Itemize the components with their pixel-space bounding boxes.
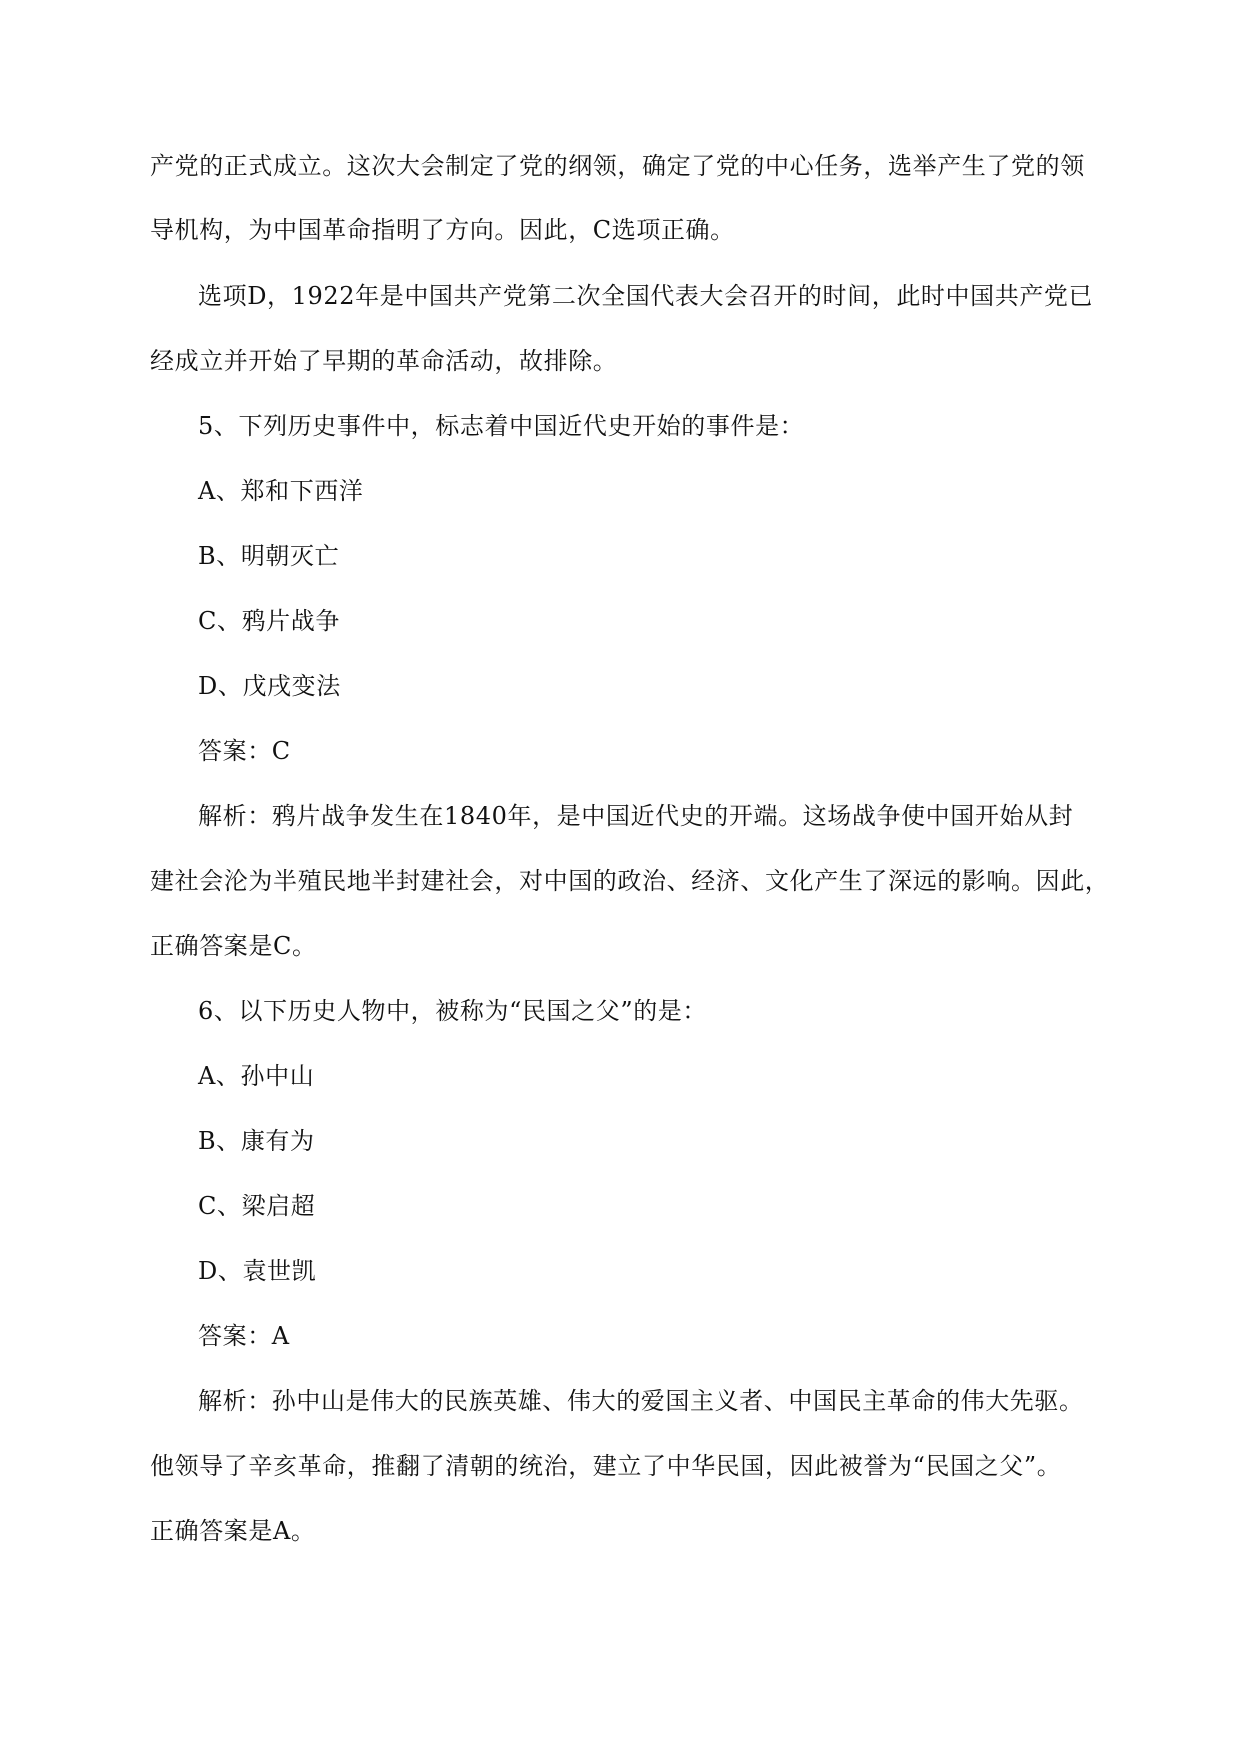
paragraph-line: 建社会沦为半殖民地半封建社会，对中国的政治、经济、文化产生了深远的影响。因此， — [150, 867, 1110, 895]
question-5-option-b: B、明朝灭亡 — [198, 542, 340, 570]
paragraph-line: 经成立并开始了早期的革命活动，故排除。 — [150, 347, 618, 375]
paragraph-line: 他领导了辛亥革命，推翻了清朝的统治，建立了中华民国，因此被誉为“民国之父”。 — [150, 1452, 1062, 1480]
paragraph-line: 正确答案是A。 — [150, 1517, 316, 1545]
paragraph-line: 产党的正式成立。这次大会制定了党的纲领，确定了党的中心任务，选举产生了党的领 — [150, 152, 1085, 180]
paragraph-line: 导机构，为中国革命指明了方向。因此，C选项正确。 — [150, 216, 735, 244]
question-5-title: 5、下列历史事件中，标志着中国近代史开始的事件是： — [198, 412, 805, 440]
question-6-option-d: D、袁世凯 — [198, 1257, 317, 1285]
question-6-analysis: 解析：孙中山是伟大的民族英雄、伟大的爱国主义者、中国民主革命的伟大先驱。 — [198, 1387, 1084, 1415]
question-6-option-c: C、梁启超 — [198, 1192, 316, 1220]
question-5-option-c: C、鸦片战争 — [198, 607, 340, 635]
question-6-option-b: B、康有为 — [198, 1127, 315, 1155]
question-5-answer: 答案：C — [198, 737, 291, 765]
question-6-option-a: A、孙中山 — [198, 1062, 315, 1090]
paragraph-line: 选项D，1922年是中国共产党第二次全国代表大会召开的时间，此时中国共产党已 — [198, 282, 1094, 310]
question-6-answer: 答案：A — [198, 1322, 290, 1350]
question-5-analysis: 解析：鸦片战争发生在1840年，是中国近代史的开端。这场战争使中国开始从封 — [198, 802, 1074, 830]
question-5-option-d: D、戊戌变法 — [198, 672, 341, 700]
question-6-title: 6、以下历史人物中，被称为“民国之父”的是： — [198, 997, 708, 1025]
paragraph-line: 正确答案是C。 — [150, 932, 317, 960]
question-5-option-a: A、郑和下西洋 — [198, 477, 364, 505]
